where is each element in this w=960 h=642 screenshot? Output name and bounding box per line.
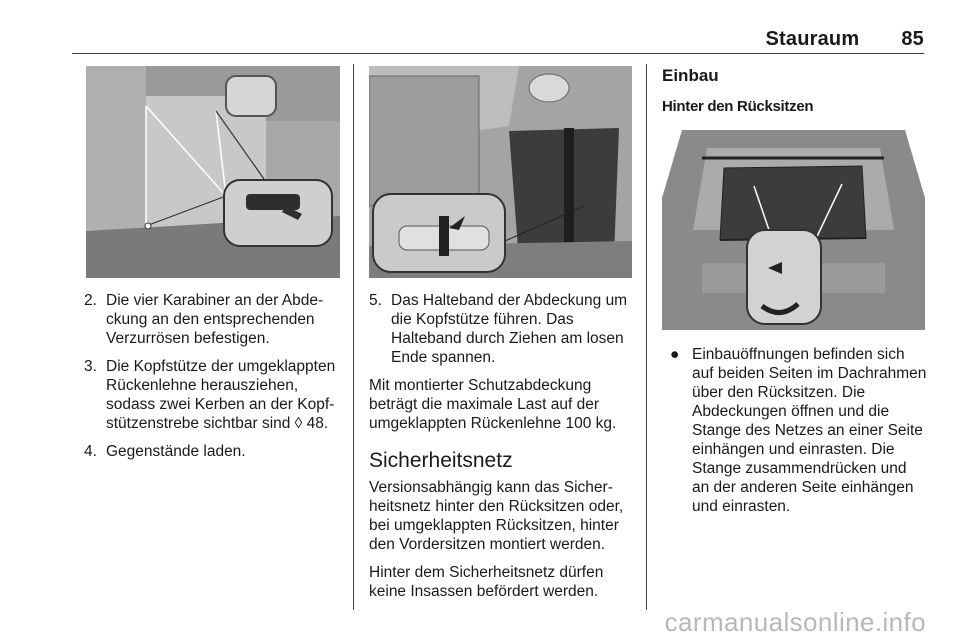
step-4: 4. Gegenstände laden. — [84, 443, 246, 460]
illustration-headrest-strap — [369, 66, 632, 278]
step-list-middle — [369, 291, 639, 367]
step-5: 5. Das Halteband der Abdeckung um die Kopfstütze führen. Das Halteband durch Ziehen am losen Ende spannen. — [369, 292, 628, 366]
column-divider-2 — [646, 64, 647, 610]
page-number: 85 — [901, 28, 924, 50]
right-column-heading — [662, 66, 928, 116]
bullet-item: ● Einbauöffnungen befinden sich auf beiden Seiten im Dachrahmen über den Rücksitzen. Die Abdeckungen öffnen und die Stange des Netzes an einer Seite einhängen und einrasten. Die Stange zusammendrücken und an der anderen Seite einhängen und einrasten. — [670, 346, 927, 515]
right-column-text — [662, 345, 928, 516]
header-rule — [72, 53, 924, 54]
subheading-behind-rear-seats: Hinter den Rücksitzen — [662, 98, 814, 115]
step-3: 3. Die Kopfstütze der umgeklappten Rückenlehne herausziehen, sodass zwei Kerben an der Kopfstützenstrebe sichtbar sind ◊ 48. — [84, 358, 336, 432]
illustration-net-carabiners — [86, 66, 340, 278]
section-title-header: Stauraum — [765, 28, 860, 50]
bullet-list — [662, 345, 928, 516]
middle-column-text — [369, 291, 639, 610]
paragraph-passengers: Hinter dem Sicherheitsnetz dürfen keine Insassen befördert werden. — [369, 564, 604, 600]
paragraph-versions: Versionsabhängig kann das Sicherheitsnetz hinter den Rücksitzen oder, bei umgeklappten Rücksitzen, hinter den Vordersitzen montiert werden. — [369, 479, 624, 553]
left-column-text — [84, 291, 346, 470]
illustration-safety-net-installation — [662, 118, 925, 330]
load-note: Mit montierter Schutzabdeckung beträgt die maximale Last auf der umgeklappten Rückenlehne 100 kg. — [369, 377, 617, 432]
step-list-left — [84, 291, 346, 461]
running-header — [765, 28, 924, 51]
step-2: 2. Die vier Karabiner an der Abdeckung an den entsprechenden Verzurrösen befestigen. — [84, 292, 324, 347]
watermark: carmanualsonline.info — [664, 607, 926, 637]
bullet-dot-icon: ● — [670, 346, 680, 363]
heading-einbau: Einbau — [662, 66, 719, 85]
column-divider-1 — [353, 64, 354, 610]
section-heading-safety-net: Sicherheitsnetz — [369, 449, 513, 472]
